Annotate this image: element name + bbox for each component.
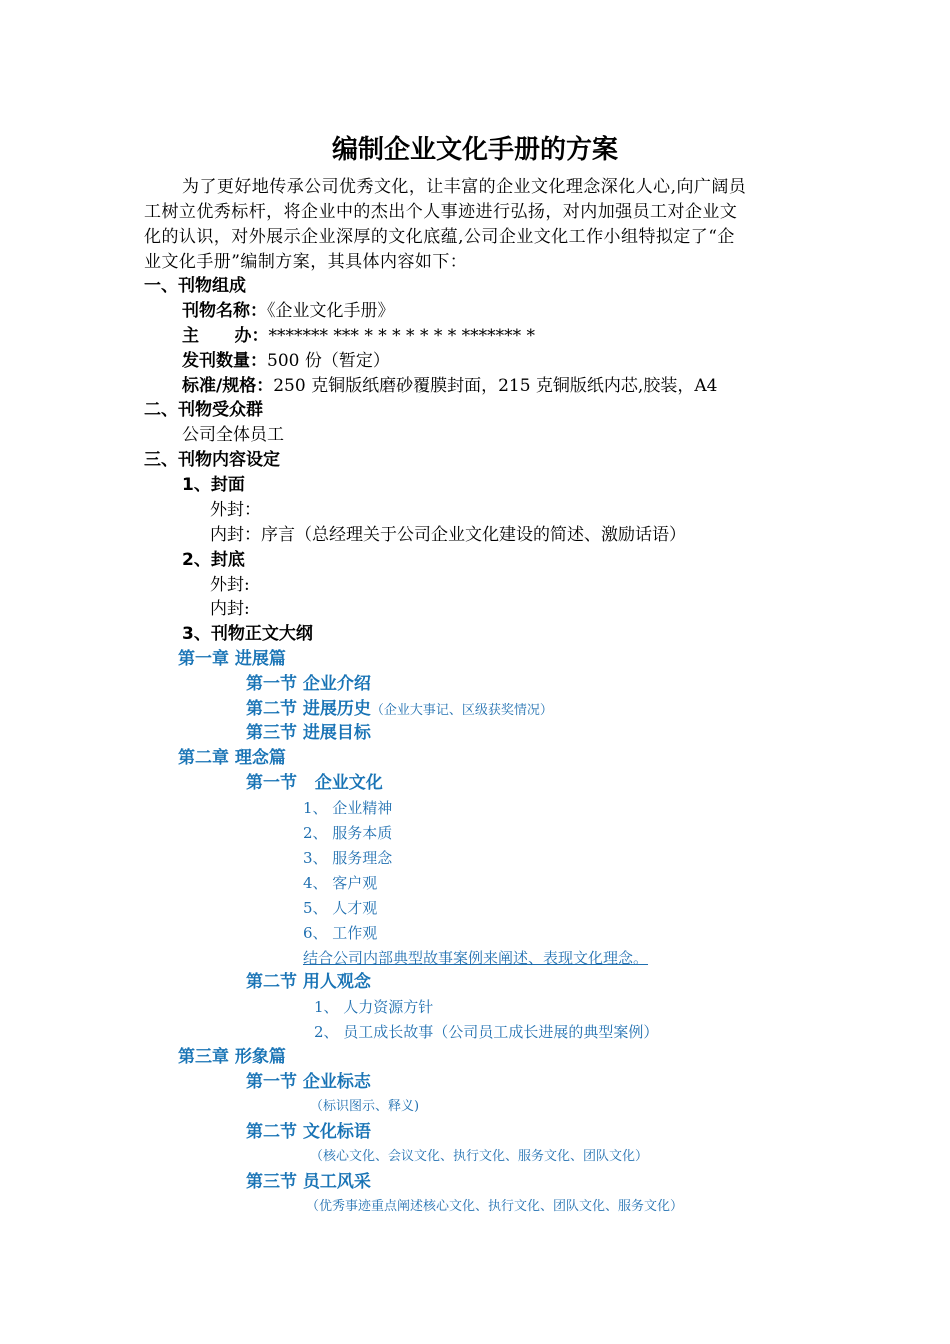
ch2-item-4: 4、 客户观 — [303, 874, 378, 892]
cover-outer: 外封： — [210, 500, 261, 520]
ch1-section-3: 第三节 进展目标 — [246, 723, 371, 743]
spec-row — [182, 374, 717, 398]
sponsor-label: 主 办： — [182, 326, 269, 346]
circulation-label: 发刊数量： — [182, 351, 267, 371]
back-cover-outer: 外封: — [210, 575, 250, 595]
section-1-heading: 一、刊物组成 — [144, 276, 246, 296]
ch2-item-3: 3、 服务理念 — [303, 849, 393, 867]
chapter-3-title: 第三章 形象篇 — [178, 1047, 286, 1067]
ch3-section-2-note: （核心文化、会议文化、执行文化、服务文化、团队文化） — [310, 1149, 649, 1164]
circulation-value: 500 份（暂定） — [267, 351, 390, 371]
ch3-section-1: 第一节 企业标志 — [246, 1072, 371, 1092]
section-3-heading: 三、刊物内容设定 — [144, 450, 280, 470]
spec-value: 250 克铜版纸磨砂覆膜封面，215 克铜版纸内芯,胶装，A4 — [273, 376, 718, 396]
ch3-section-1-note: （标识图示、释义) — [310, 1099, 420, 1114]
ch2-section-1-note: 结合公司内部典型故事案例来阐述、表现文化理念。 — [303, 949, 649, 967]
intro-line-4: 业文化手册”编制方案，其具体内容如下： — [144, 252, 468, 272]
ch1-section-2-note: （企业大事记、区级获奖情况） — [370, 703, 553, 718]
publication-name-label: 刊物名称： — [182, 301, 267, 321]
ch2-item-1: 1、 企业精神 — [303, 799, 393, 817]
ch2-section-2: 第二节 用人观念 — [246, 972, 371, 992]
ch2-section-2-item-2: 2、 员工成长故事（公司员工成长进展的典型案例） — [314, 1023, 659, 1041]
chapter-1-title: 第一章 进展篇 — [178, 649, 286, 669]
document-title: 编制企业文化手册的方案 — [331, 135, 618, 165]
audience-text: 公司全体员工 — [182, 425, 284, 445]
ch2-section-1: 第一节 企业文化 — [246, 773, 383, 793]
ch1-section-2-row — [246, 697, 553, 723]
back-cover-inner: 内封: — [210, 599, 250, 619]
intro-line-1: 为了更好地传承公司优秀文化，让丰富的企业文化理念深化人心,向广阔员 — [182, 177, 747, 197]
section-2-heading: 二、刊物受众群 — [144, 400, 263, 420]
circulation-row — [182, 349, 390, 373]
spec-label: 标准/规格： — [182, 376, 274, 396]
outline-heading: 3、刊物正文大纲 — [182, 624, 313, 644]
intro-line-2: 工树立优秀标杆，将企业中的杰出个人事迹进行弘扬，对内加强员工对企业文 — [144, 202, 738, 222]
publication-name-row — [182, 299, 395, 323]
sponsor-row — [182, 324, 535, 348]
ch2-item-2: 2、 服务本质 — [303, 824, 393, 842]
sponsor-value: ******* *** * * * * * * * ******* * — [268, 326, 536, 346]
cover-heading: 1、封面 — [182, 475, 245, 495]
cover-inner: 内封：序言（总经理关于公司企业文化建设的简述、激励话语） — [210, 525, 686, 545]
ch1-section-1: 第一节 企业介绍 — [246, 674, 371, 694]
ch3-section-2: 第二节 文化标语 — [246, 1122, 371, 1142]
ch2-section-2-item-1: 1、 人力资源方针 — [314, 998, 434, 1016]
ch3-section-3: 第三节 员工风采 — [246, 1172, 371, 1192]
ch2-item-6: 6、 工作观 — [303, 924, 378, 942]
ch1-section-2: 第二节 进展历史 — [246, 699, 371, 719]
publication-name-value: 《企业文化手册》 — [267, 301, 395, 321]
chapter-2-title: 第二章 理念篇 — [178, 748, 286, 768]
ch3-section-3-note: （优秀事迹重点阐述核心文化、执行文化、团队文化、服务文化） — [306, 1199, 684, 1214]
back-cover-heading: 2、封底 — [182, 550, 245, 570]
ch2-item-5: 5、 人才观 — [303, 899, 378, 917]
intro-line-3: 化的认识，对外展示企业深厚的文化底蕴,公司企业文化工作小组特拟定了“企 — [144, 227, 735, 247]
